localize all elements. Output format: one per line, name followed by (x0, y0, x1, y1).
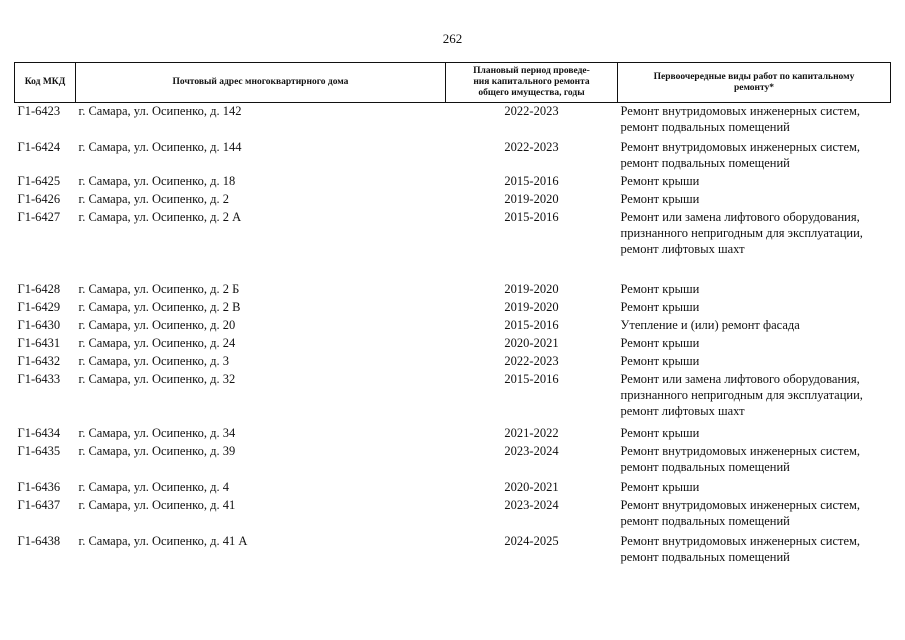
row-period: 2022-2023 (504, 104, 559, 118)
row-works (618, 299, 891, 317)
row-code: Г1-6432 (17, 353, 61, 368)
row-works (618, 497, 891, 533)
row-code: Г1-6431 (17, 335, 61, 350)
row-period: 2021-2022 (504, 425, 559, 440)
header-address: Почтовый адрес многоквартирного дома (76, 63, 446, 103)
table-row (15, 139, 891, 173)
row-works-line: Ремонт или замена лифтового оборудования, (620, 209, 860, 224)
row-works-line: Ремонт крыши (620, 479, 700, 494)
table-row (15, 281, 891, 299)
row-works (618, 533, 891, 569)
header-period (446, 63, 618, 103)
row-works (618, 371, 891, 425)
row-address: г. Самара, ул. Осипенко, д. 41 А (78, 533, 248, 548)
row-works-line: Ремонт крыши (620, 425, 700, 440)
row-works-line: ремонт подвальных помещений (620, 120, 790, 134)
table-row (15, 443, 891, 479)
table-row (15, 335, 891, 353)
row-code: Г1-6425 (17, 173, 61, 188)
row-period: 2022-2023 (504, 139, 559, 154)
table-row (15, 173, 891, 191)
row-works (618, 335, 891, 353)
row-works-line: ремонт лифтовых шахт (620, 403, 745, 418)
header-code: Код МКД (15, 63, 76, 103)
row-address: г. Самара, ул. Осипенко, д. 144 (78, 139, 242, 154)
row-works-line: Ремонт внутридомовых инженерных систем, (620, 104, 861, 118)
row-works (618, 443, 891, 479)
row-works-line: Ремонт внутридомовых инженерных систем, (620, 139, 861, 154)
row-code: Г1-6438 (17, 533, 61, 548)
row-code: Г1-6427 (17, 209, 61, 224)
row-code: Г1-6428 (17, 281, 61, 296)
header-works-line: Первоочередные виды работ по капитальному (653, 71, 855, 82)
table-row (15, 479, 891, 497)
row-code: Г1-6433 (17, 371, 61, 386)
table-row (15, 497, 891, 533)
row-works (618, 281, 891, 299)
row-works-line: Ремонт или замена лифтового оборудования, (620, 371, 860, 386)
row-works (618, 103, 891, 139)
row-works-line: Ремонт внутридомовых инженерных систем, (620, 497, 861, 512)
row-works-line: ремонт подвальных помещений (620, 549, 790, 564)
table-row (15, 209, 891, 281)
row-code: Г1-6426 (17, 191, 61, 206)
row-works-line: признанного непригодным для эксплуатации, (620, 225, 863, 240)
page-number: 262 (442, 31, 463, 46)
row-code: Г1-6437 (17, 497, 61, 512)
row-works-line: ремонт лифтовых шахт (620, 241, 745, 256)
row-address: г. Самара, ул. Осипенко, д. 4 (78, 479, 229, 494)
row-period: 2023-2024 (504, 497, 559, 512)
row-works-line: Ремонт крыши (620, 281, 700, 296)
row-works-line: ремонт подвальных помещений (620, 513, 790, 528)
row-address: г. Самара, ул. Осипенко, д. 2 Б (78, 281, 240, 296)
row-address: г. Самара, ул. Осипенко, д. 3 (78, 353, 229, 368)
row-works-line: Ремонт крыши (620, 173, 700, 188)
row-works-line: Ремонт крыши (620, 353, 700, 368)
header-works-line: ремонту* (733, 82, 775, 93)
row-period: 2015-2016 (504, 317, 559, 332)
table-row (15, 191, 891, 209)
row-works-line: ремонт подвальных помещений (620, 459, 790, 474)
row-works (618, 425, 891, 443)
table-row (15, 299, 891, 317)
row-period: 2022-2023 (504, 353, 559, 368)
row-period: 2020-2021 (504, 479, 559, 494)
row-works (618, 173, 891, 191)
row-works-line: Ремонт внутридомовых инженерных систем, (620, 443, 861, 458)
row-code: Г1-6429 (17, 299, 61, 314)
row-works (618, 191, 891, 209)
row-period: 2019-2020 (504, 191, 559, 206)
row-works (618, 209, 891, 281)
repair-registry-table (14, 62, 891, 569)
table-body (15, 103, 891, 569)
row-works (618, 317, 891, 335)
row-address: г. Самара, ул. Осипенко, д. 2 В (78, 299, 241, 314)
row-address: г. Самара, ул. Осипенко, д. 18 (78, 173, 236, 188)
row-period: 2015-2016 (504, 173, 559, 188)
row-address: г. Самара, ул. Осипенко, д. 24 (78, 335, 236, 350)
row-code: Г1-6430 (17, 317, 61, 332)
row-period: 2015-2016 (504, 209, 559, 224)
table-row (15, 425, 891, 443)
row-period: 2024-2025 (504, 533, 559, 548)
table-row (15, 317, 891, 335)
row-works-line: Ремонт крыши (620, 335, 700, 350)
header-works (618, 63, 891, 103)
row-code: Г1-6435 (17, 443, 61, 458)
row-code: Г1-6434 (17, 425, 61, 440)
row-works-line: Ремонт крыши (620, 191, 700, 206)
row-address: г. Самара, ул. Осипенко, д. 2 (78, 191, 229, 206)
row-period: 2015-2016 (504, 371, 559, 386)
row-works-line: признанного непригодным для эксплуатации, (620, 387, 863, 402)
table-row (15, 353, 891, 371)
header-period-line: Плановый период проведе- (473, 66, 590, 76)
table-row (15, 533, 891, 569)
row-code: Г1-6436 (17, 479, 61, 494)
row-period: 2020-2021 (504, 335, 559, 350)
row-period: 2019-2020 (504, 299, 559, 314)
row-works-line: ремонт подвальных помещений (620, 155, 790, 170)
table-header-row (15, 63, 891, 103)
row-address: г. Самара, ул. Осипенко, д. 20 (78, 317, 236, 332)
table-row (15, 103, 891, 139)
row-address: г. Самара, ул. Осипенко, д. 142 (78, 104, 242, 118)
row-period: 2019-2020 (504, 281, 559, 296)
row-works (618, 353, 891, 371)
table-row (15, 371, 891, 425)
header-period-line: ния капитального ремонта (473, 77, 590, 87)
row-works-line: Ремонт крыши (620, 299, 700, 314)
row-address: г. Самара, ул. Осипенко, д. 41 (78, 497, 236, 512)
row-works (618, 139, 891, 173)
row-works-line: Ремонт внутридомовых инженерных систем, (620, 533, 861, 548)
row-code: Г1-6424 (17, 139, 61, 154)
row-code: Г1-6423 (17, 104, 61, 118)
row-period: 2023-2024 (504, 443, 559, 458)
row-address: г. Самара, ул. Осипенко, д. 34 (78, 425, 236, 440)
row-works-line: Утепление и (или) ремонт фасада (620, 317, 800, 332)
row-address: г. Самара, ул. Осипенко, д. 2 А (78, 209, 242, 224)
row-works (618, 479, 891, 497)
row-address: г. Самара, ул. Осипенко, д. 32 (78, 371, 236, 386)
header-period-line: общего имущества, годы (478, 88, 585, 98)
row-address: г. Самара, ул. Осипенко, д. 39 (78, 443, 236, 458)
